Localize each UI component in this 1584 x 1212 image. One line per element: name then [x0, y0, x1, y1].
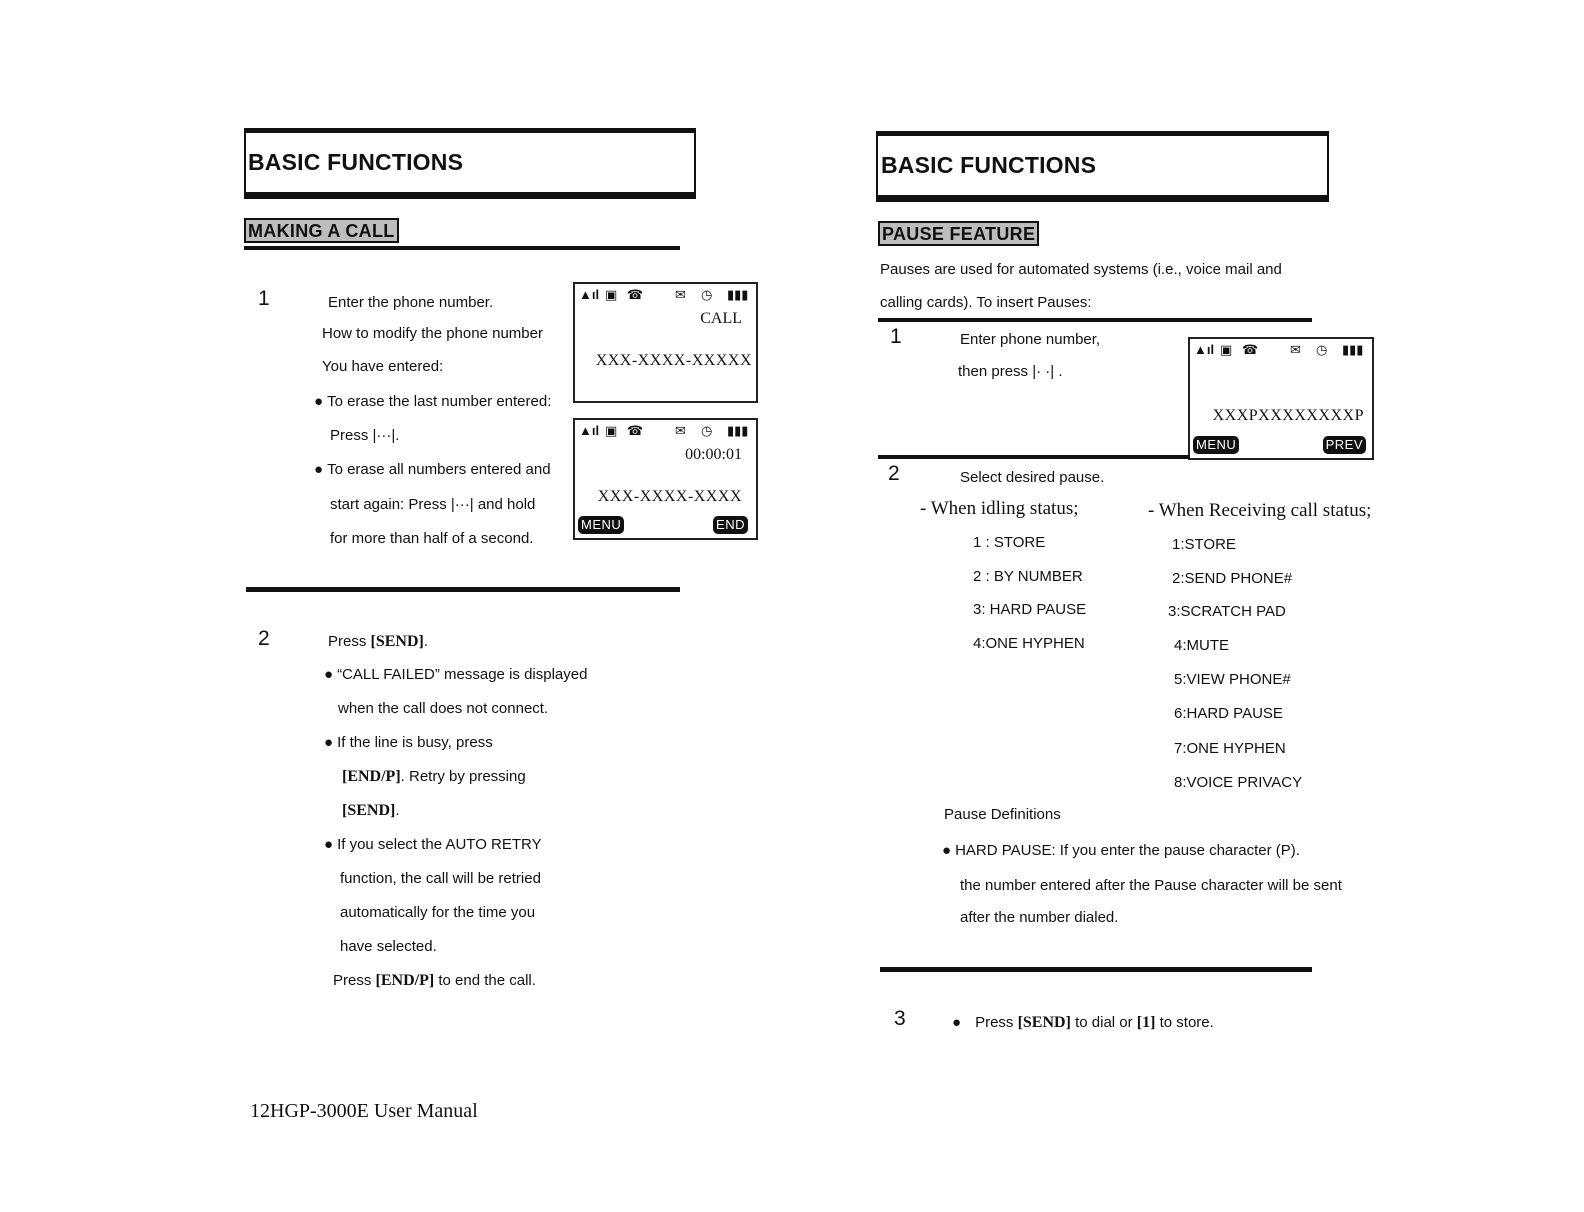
status-icons: [1194, 342, 1368, 358]
left-step2-text: .: [395, 802, 400, 819]
bullet-dot: ●: [952, 1014, 962, 1031]
left-step1-bullet: [314, 394, 551, 409]
step3-prefix: Press: [975, 1014, 1018, 1031]
left-step2-text: Press: [333, 972, 376, 989]
press-suffix: .: [423, 633, 429, 650]
idle-option: 3: HARD PAUSE: [973, 601, 1087, 618]
left-step1-line: for more than half of a second.: [330, 530, 534, 547]
left-header-underline: [244, 194, 696, 199]
right-step3-line: [952, 1015, 1214, 1031]
left-step1-line: Enter the phone number.: [328, 294, 494, 311]
receiving-option: 1:STORE: [1172, 536, 1236, 553]
signal-icon: ▲ıl: [579, 423, 600, 438]
right-header-box: [876, 131, 1329, 197]
screen-status-text: CALL: [700, 310, 742, 327]
screen-timer-text: 00:00:01: [685, 446, 742, 463]
prev-softkey: PREV: [1323, 436, 1366, 454]
pause-definition-bullet: [942, 843, 1300, 858]
pause-definition-text: HARD PAUSE: If you enter the pause character (P).: [955, 842, 1300, 859]
left-section-rule: [244, 246, 680, 250]
send-key-label: [SEND]: [1017, 1014, 1071, 1031]
left-step1-line: How to modify the phone number: [322, 325, 543, 342]
left-step2-text: automatically for the time you: [340, 904, 536, 921]
receiving-option: 7:ONE HYPHEN: [1174, 740, 1286, 757]
idle-option: 4:ONE HYPHEN: [973, 635, 1085, 652]
left-step2-text: If you select the AUTO RETRY: [337, 836, 542, 853]
pause-definition-text: after the number dialed.: [960, 909, 1119, 926]
signal-icon: ▲ıl: [579, 287, 600, 302]
receiving-option: 5:VIEW PHONE#: [1174, 671, 1291, 688]
screen-number-text: XXX-XXXX-XXXX: [597, 488, 742, 505]
left-step2-text: “CALL FAILED” message is displayed: [337, 666, 588, 683]
left-step2-line: [342, 803, 400, 819]
idle-option: 1 : STORE: [973, 534, 1046, 551]
left-step2-text: If the line is busy, press: [337, 734, 493, 751]
alarm-icon: ◷: [1316, 342, 1328, 357]
left-step2-bullet: [324, 837, 542, 852]
receiving-option: 2:SEND PHONE#: [1172, 570, 1293, 587]
step3-suffix: to store.: [1155, 1014, 1214, 1031]
phone-screen-timer: [573, 418, 758, 540]
envelope-icon: ✉: [675, 287, 686, 302]
left-divider: [246, 587, 680, 592]
roaming-icon: ▣: [1220, 342, 1233, 357]
send-key-label: [SEND]: [342, 802, 396, 819]
right-step1-number: 1: [890, 325, 902, 348]
left-step2-text: function, the call will be retried: [340, 870, 541, 887]
status-icons: [579, 423, 752, 439]
phone-screen-call: [573, 282, 758, 403]
left-step1-line: start again: Press |···| and hold: [330, 496, 536, 513]
receiving-option: 6:HARD PAUSE: [1174, 705, 1283, 722]
send-key-label: [SEND]: [370, 633, 424, 650]
phone-screen-pause: [1188, 337, 1374, 460]
right-step2-number: 2: [888, 462, 900, 485]
end-key-label: [END/P]: [342, 768, 401, 785]
right-divider: [880, 967, 1312, 972]
left-step2-line: [342, 769, 526, 785]
roaming-icon: ▣: [605, 287, 618, 302]
right-intro-line: calling cards). To insert Pauses:: [880, 294, 1092, 311]
pause-definition-text: the number entered after the Pause character will be sent: [960, 877, 1342, 894]
receiving-option: 3:SCRATCH PAD: [1168, 603, 1286, 620]
left-step2-text: when the call does not connect.: [338, 700, 549, 717]
menu-softkey: MENU: [1193, 436, 1239, 454]
left-step2-text: to end the call.: [434, 972, 536, 989]
right-step1-line: then press |· ·| .: [958, 363, 1063, 380]
end-key-label: [END/P]: [375, 972, 435, 989]
left-step1-bullet-text: To erase the last number entered:: [327, 393, 552, 410]
press-prefix: Press: [328, 633, 371, 650]
right-step2-title: Select desired pause.: [960, 469, 1105, 486]
screen-number-text: XXXPXXXXXXXXP: [1212, 407, 1364, 424]
left-step2-text: have selected.: [340, 938, 437, 955]
battery-icon: ▮▮▮: [727, 423, 749, 438]
pause-definitions-title: Pause Definitions: [944, 806, 1061, 823]
phone-icon: ☎: [627, 287, 644, 302]
idle-heading: - When idling status;: [920, 498, 1079, 519]
right-step1-line: Enter phone number,: [960, 331, 1101, 348]
receiving-option: 8:VOICE PRIVACY: [1174, 774, 1303, 791]
envelope-icon: ✉: [675, 423, 686, 438]
alarm-icon: ◷: [701, 287, 713, 302]
right-header-underline: [876, 197, 1329, 202]
left-step2-press: [328, 634, 428, 650]
left-step2-text: . Retry by pressing: [400, 768, 526, 785]
end-softkey: END: [713, 516, 748, 534]
left-step1-line: Press |···|.: [330, 427, 400, 444]
section-making-a-call: MAKING A CALL: [244, 218, 399, 243]
left-step2-number: 2: [258, 627, 270, 650]
right-intro-rule: [878, 318, 1312, 322]
left-step1-line: You have entered:: [322, 358, 444, 375]
screen-number-text: XXX-XXXX-XXXXX: [595, 352, 752, 369]
battery-icon: ▮▮▮: [1342, 342, 1364, 357]
battery-icon: ▮▮▮: [727, 287, 749, 302]
phone-icon: ☎: [627, 423, 644, 438]
right-header-title: BASIC FUNCTIONS: [881, 152, 1097, 178]
section-pause-feature: PAUSE FEATURE: [878, 221, 1039, 246]
alarm-icon: ◷: [701, 423, 713, 438]
left-step2-bullet: [324, 667, 587, 682]
receiving-option: 4:MUTE: [1174, 637, 1230, 654]
one-key-label: [1]: [1136, 1014, 1156, 1031]
manual-footer: 12HGP-3000E User Manual: [250, 1100, 478, 1122]
idle-option: 2 : BY NUMBER: [973, 568, 1083, 585]
step3-mid: to dial or: [1070, 1014, 1137, 1031]
left-step1-bullet-text: To erase all numbers entered and: [327, 461, 551, 478]
left-step2-bullet: [324, 735, 493, 750]
right-step3-number: 3: [894, 1007, 906, 1030]
left-header-title: BASIC FUNCTIONS: [248, 149, 464, 175]
phone-icon: ☎: [1242, 342, 1259, 357]
left-header-box: [244, 128, 696, 194]
left-step1-bullet: [314, 462, 551, 477]
signal-icon: ▲ıl: [1194, 342, 1215, 357]
right-intro-line: Pauses are used for automated systems (i.e., voice mail and: [880, 261, 1282, 278]
right-step1-rule: [878, 455, 1190, 459]
left-step2-line: [333, 973, 536, 989]
menu-softkey: MENU: [578, 516, 624, 534]
status-icons: [579, 287, 752, 303]
left-step1-number: 1: [258, 287, 270, 310]
receiving-heading: - When Receiving call status;: [1148, 500, 1372, 521]
roaming-icon: ▣: [605, 423, 618, 438]
envelope-icon: ✉: [1290, 342, 1301, 357]
